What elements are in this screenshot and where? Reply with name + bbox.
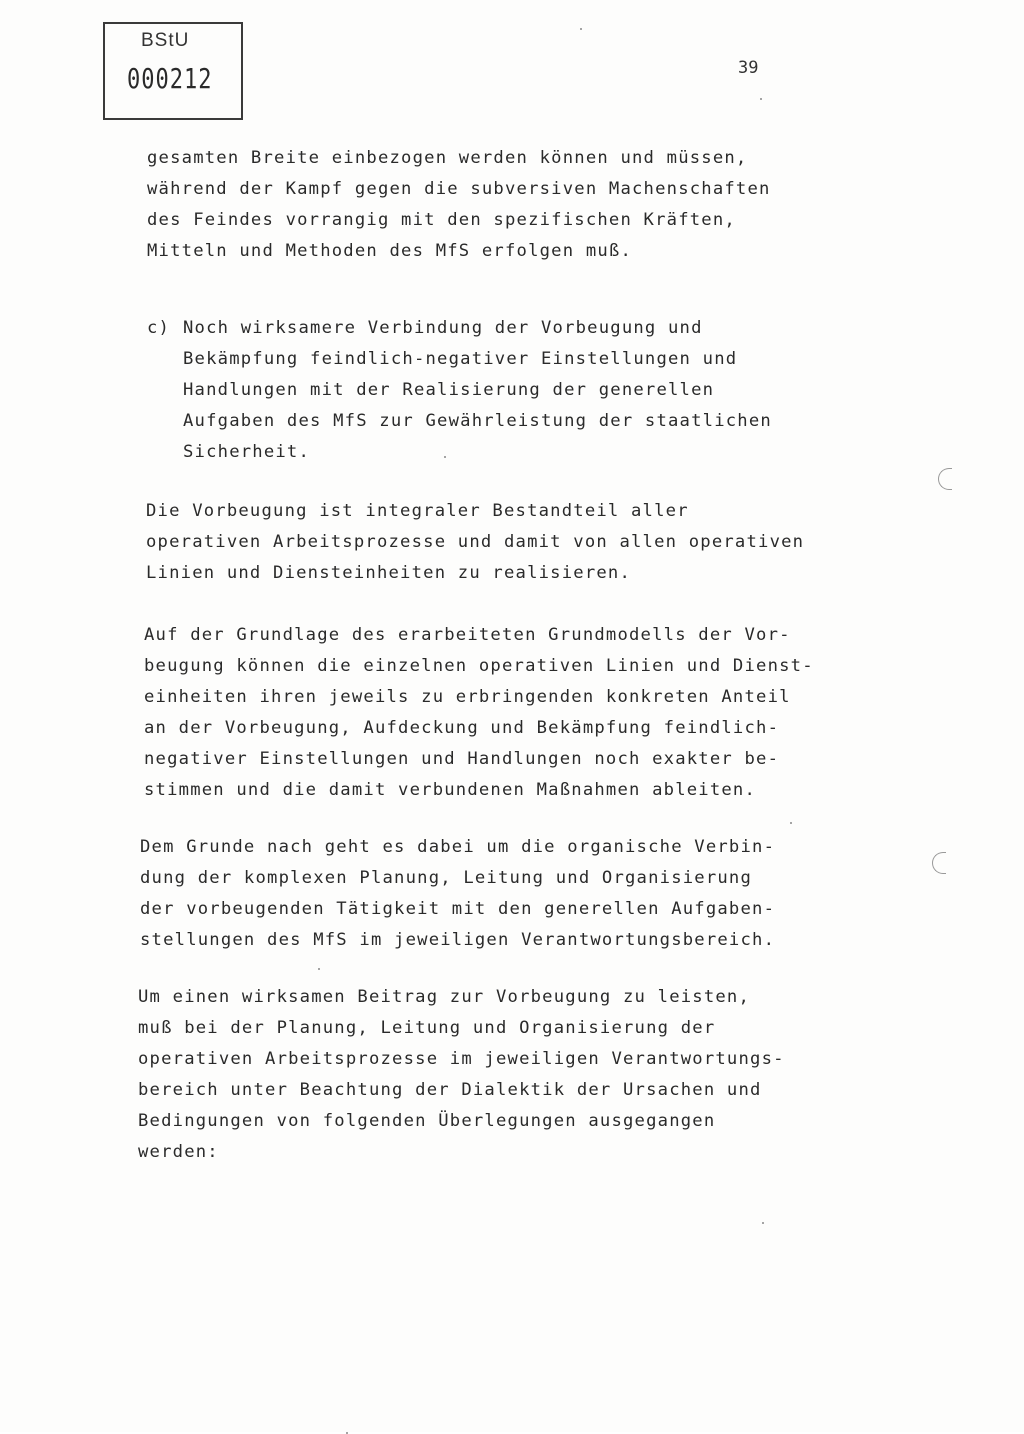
- text-line: operativen Arbeitsprozesse im jeweiligen Verantwortungs-: [138, 1049, 785, 1069]
- text-line: Bekämpfung feindlich-negativer Einstellungen und: [183, 349, 738, 369]
- paragraph-continuation: [147, 143, 771, 267]
- scan-speck: [790, 822, 792, 824]
- text-line: beugung können die einzelnen operativen Linien und Dienst-: [144, 656, 814, 676]
- list-item-c: [183, 313, 772, 468]
- text-line: operativen Arbeitsprozesse und damit von allen operativen: [146, 532, 805, 552]
- page-number: 39: [738, 58, 759, 78]
- text-line: des Feindes vorrangig mit den spezifischen Kräften,: [147, 210, 736, 230]
- text-line: Auf der Grundlage des erarbeiteten Grundmodells der Vor-: [144, 625, 791, 645]
- text-line: Aufgaben des MfS zur Gewährleistung der staatlichen: [183, 411, 772, 431]
- text-line: einheiten ihren jeweils zu erbringenden konkreten Anteil: [144, 687, 791, 707]
- text-line: Handlungen mit der Realisierung der generellen: [183, 380, 715, 400]
- text-line: Sicherheit.: [183, 442, 311, 462]
- text-line: dung der komplexen Planung, Leitung und Organisierung: [140, 868, 753, 888]
- text-line: Die Vorbeugung ist integraler Bestandteil aller: [146, 501, 689, 521]
- text-line: negativer Einstellungen und Handlungen noch exakter be-: [144, 749, 780, 769]
- text-line: bereich unter Beachtung der Dialektik der Ursachen und: [138, 1080, 762, 1100]
- punch-hole-mark: [938, 468, 952, 490]
- text-line: Linien und Diensteinheiten zu realisieren.: [146, 563, 632, 583]
- text-line: stimmen und die damit verbundenen Maßnahmen ableiten.: [144, 780, 757, 800]
- scan-speck: [760, 98, 762, 100]
- scan-speck: [444, 456, 446, 458]
- paragraph-vorbeugung: [146, 496, 804, 589]
- text-line: Um einen wirksamen Beitrag zur Vorbeugung zu leisten,: [138, 987, 751, 1007]
- text-line: gesamten Breite einbezogen werden können und müssen,: [147, 148, 748, 168]
- text-line: Dem Grunde nach geht es dabei um die organische Verbin-: [140, 837, 776, 857]
- text-line: an der Vorbeugung, Aufdeckung und Bekämpfung feindlich-: [144, 718, 780, 738]
- punch-hole-mark: [932, 852, 946, 874]
- text-line: werden:: [138, 1142, 219, 1162]
- archive-stamp: [103, 22, 243, 120]
- paragraph-grunde: [140, 832, 775, 956]
- stamp-number: 000212: [127, 64, 213, 96]
- text-line: stellungen des MfS im jeweiligen Verantwortungsbereich.: [140, 930, 776, 950]
- text-line: muß bei der Planung, Leitung und Organisierung der: [138, 1018, 716, 1038]
- text-line: Bedingungen von folgenden Überlegungen ausgegangen: [138, 1111, 716, 1131]
- paragraph-beitrag: [138, 982, 785, 1168]
- paragraph-grundmodell: [144, 620, 814, 806]
- scan-speck: [580, 28, 582, 30]
- text-line: Mitteln und Methoden des MfS erfolgen muß.: [147, 241, 633, 261]
- scan-speck: [318, 968, 320, 970]
- text-line: Noch wirksamere Verbindung der Vorbeugung und: [183, 318, 703, 338]
- text-line: der vorbeugenden Tätigkeit mit den generellen Aufgaben-: [140, 899, 776, 919]
- stamp-agency: BStU: [141, 30, 190, 51]
- scan-speck: [762, 1222, 764, 1224]
- text-line: während der Kampf gegen die subversiven Machenschaften: [147, 179, 771, 199]
- list-label-c: c): [147, 318, 171, 338]
